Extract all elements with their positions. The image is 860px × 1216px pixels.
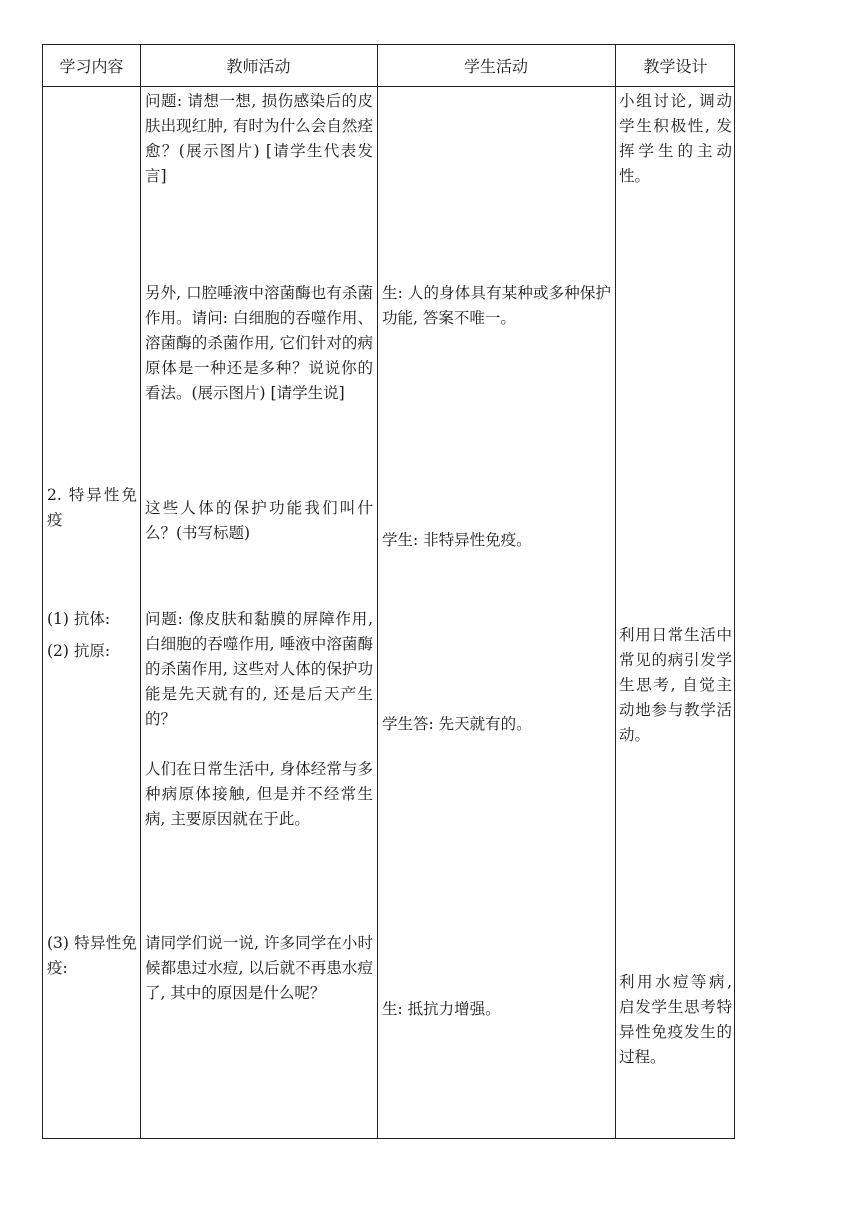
item-specific-immunity: (3) 特异性免疫: [47, 934, 137, 977]
student-answer-1: 生: 人的身体具有某种或多种保护功能, 答案不唯一。 [382, 284, 611, 327]
item-antibody: (1) 抗体: [47, 610, 111, 628]
header-learning-content: 学习内容 [59, 57, 124, 76]
student-answer-4: 生: 抵抗力增强。 [382, 1000, 501, 1018]
teacher-question-4: 问题: 像皮肤和黏膜的屏障作用, 白细胞的吞噬作用, 唾液中溶菌酶的杀菌作用, 这些对人体的保护功能是先天就有的, 还是后天产生的？ [145, 610, 373, 728]
design-note-2: 利用日常生活中常见的病引发学生思考, 自觉主动地参与教学活动。 [619, 626, 732, 744]
student-answer-3: 学生答: 先天就有的。 [382, 715, 532, 733]
teacher-question-1: 问题: 请想一想, 损伤感染后的皮肤出现红肿, 有时为什么会自然痊愈？(展示图片) [请学生代表发言] [145, 92, 373, 185]
item-antigen: (2) 抗原: [47, 642, 111, 660]
header-student-activity: 学生活动 [463, 57, 528, 76]
teacher-question-2: 另外, 口腔唾液中溶菌酶也有杀菌作用。请问: 白细胞的吞噬作用、溶菌酶的杀菌作用, 它们针对的病原体是一种还是多种？说说你的看法。(展示图片) [请学生说] [145, 284, 373, 402]
column-divider [615, 45, 616, 1138]
header-teacher-activity: 教师活动 [226, 57, 291, 76]
design-note-1: 小组讨论, 调动学生积极性, 发挥学生的主动性。 [619, 92, 732, 185]
design-note-3: 利用水痘等病, 启发学生思考特异性免疫发生的过程。 [619, 973, 732, 1066]
column-divider [377, 45, 378, 1138]
header-divider [43, 86, 734, 87]
column-divider [140, 45, 141, 1138]
teacher-question-5: 人们在日常生活中, 身体经常与多种病原体接触, 但是并不经常生病, 主要原因就在于此。 [145, 760, 373, 828]
student-answer-2: 学生: 非特异性免疫。 [382, 531, 532, 549]
section-specific-immunity: 2. 特异性免疫 [47, 486, 137, 529]
teacher-question-6: 请同学们说一说, 许多同学在小时候都患过水痘, 以后就不再患水痘了, 其中的原因是什么呢？ [145, 934, 373, 1002]
teacher-question-3: 这些人体的保护功能我们叫什么？(书写标题) [145, 499, 373, 542]
header-teaching-design: 教学设计 [643, 57, 708, 76]
lesson-plan-table [42, 44, 735, 1139]
